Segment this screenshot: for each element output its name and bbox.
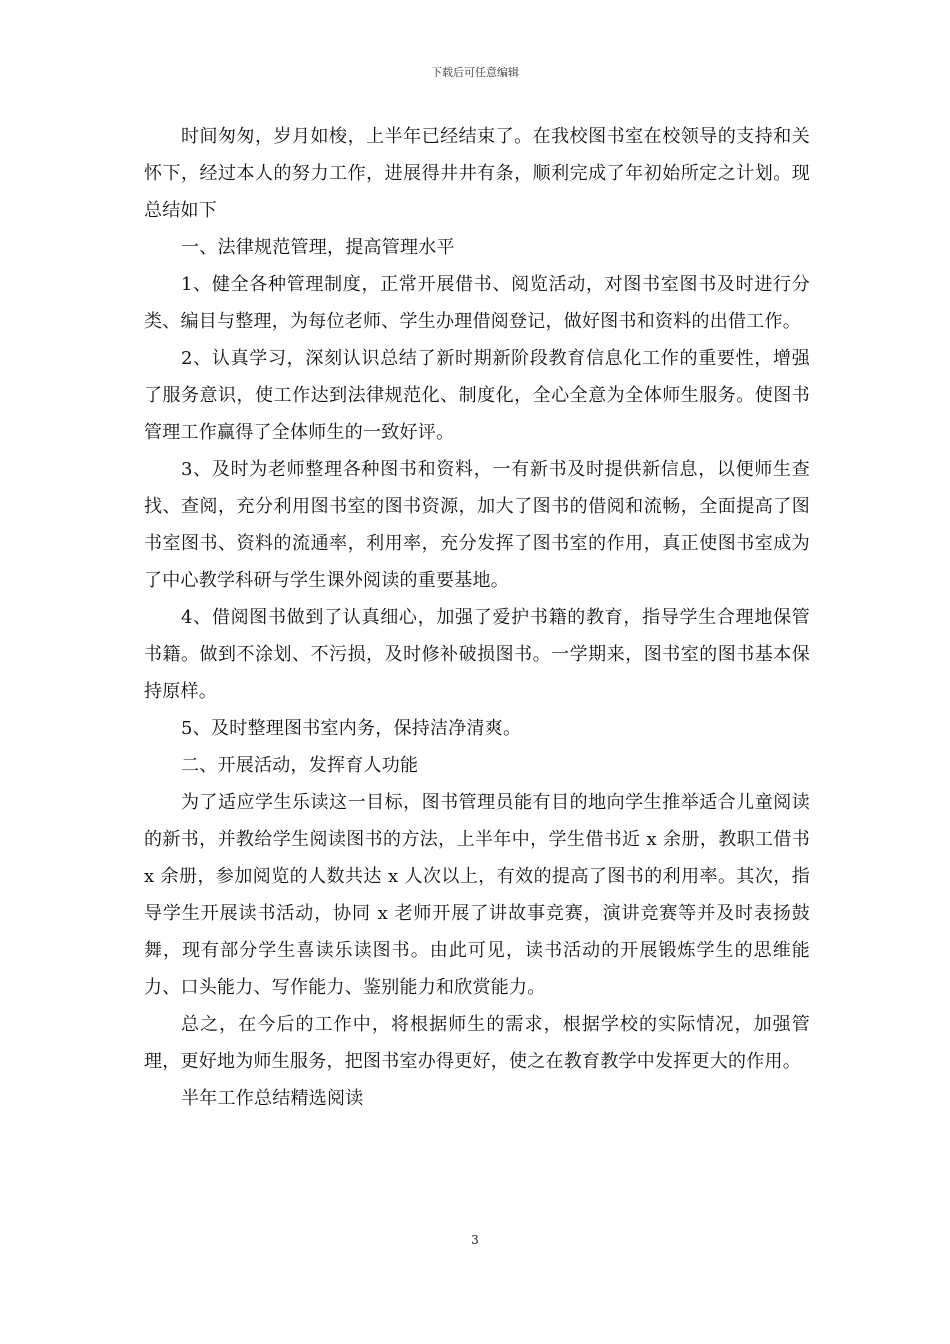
paragraph-item-5: 5、及时整理图书室内务，保持洁净清爽。 <box>181 718 522 739</box>
paragraph-item-4: 4、借阅图书做到了认真细心，加强了爱护书籍的教育，指导学生合理地保管书籍。做到不涂划、不污损，及时修补破损图书。一学期来，图书室的图书基本保持原样。 <box>144 607 810 702</box>
page-header: 下载后可任意编辑 <box>431 66 519 79</box>
paragraph-conclusion: 总之，在今后的工作中，将根据师生的需求，根据学校的实际情况，加强管理，更好地为师生服务，把图书室办得更好，使之在教育教学中发挥更大的作用。 <box>144 1014 810 1072</box>
section-heading-2: 二、开展活动，发挥育人功能 <box>181 755 419 776</box>
document-body <box>144 118 810 1117</box>
section-heading-1: 一、法律规范管理，提高管理水平 <box>181 237 455 258</box>
paragraph-item-1: 1、健全各种管理制度，正常开展借书、阅览活动，对图书室图书及时进行分类、编目与整理，为每位老师、学生办理借阅登记，做好图书和资料的出借工作。 <box>144 274 810 332</box>
paragraph-item-2: 2、认真学习，深刻认识总结了新时期新阶段教育信息化工作的重要性，增强了服务意识，使工作达到法律规范化、制度化，全心全意为全体师生服务。使图书管理工作赢得了全体师生的一致好评。 <box>144 348 810 443</box>
page-number: 3 <box>471 1233 479 1247</box>
paragraph-activities: 为了适应学生乐读这一目标，图书管理员能有目的地向学生推举适合儿童阅读的新书，并教给学生阅读图书的方法，上半年中，学生借书近 x 余册，教职工借书 x 余册，参加阅览的人数共达 x 人次以上，有效的提高了图书的利用率。其次，指导学生开展读书活动，协同 x 老师开展了讲故事竞赛，演讲竞赛等并及时表扬鼓舞，现有部分学生喜读乐读图书。由此可见，读书活动的开展锻炼学生的思维能力、口头能力、写作能力、鉴别能力和欣赏能力。 <box>144 792 810 998</box>
paragraph-intro: 时间匆匆，岁月如梭，上半年已经结束了。在我校图书室在校领导的支持和关怀下，经过本人的努力工作，进展得井井有条，顺利完成了年初始所定之计划。现总结如下 <box>144 126 810 221</box>
paragraph-item-3: 3、及时为老师整理各种图书和资料，一有新书及时提供新信息，以便师生查找、查阅，充分利用图书室的图书资源，加大了图书的借阅和流畅，全面提高了图书室图书、资料的流通率，利用率，充分发挥了图书室的作用，真正使图书室成为了中心教学科研与学生课外阅读的重要基地。 <box>144 459 810 591</box>
paragraph-related-reading: 半年工作总结精选阅读 <box>181 1088 364 1109</box>
